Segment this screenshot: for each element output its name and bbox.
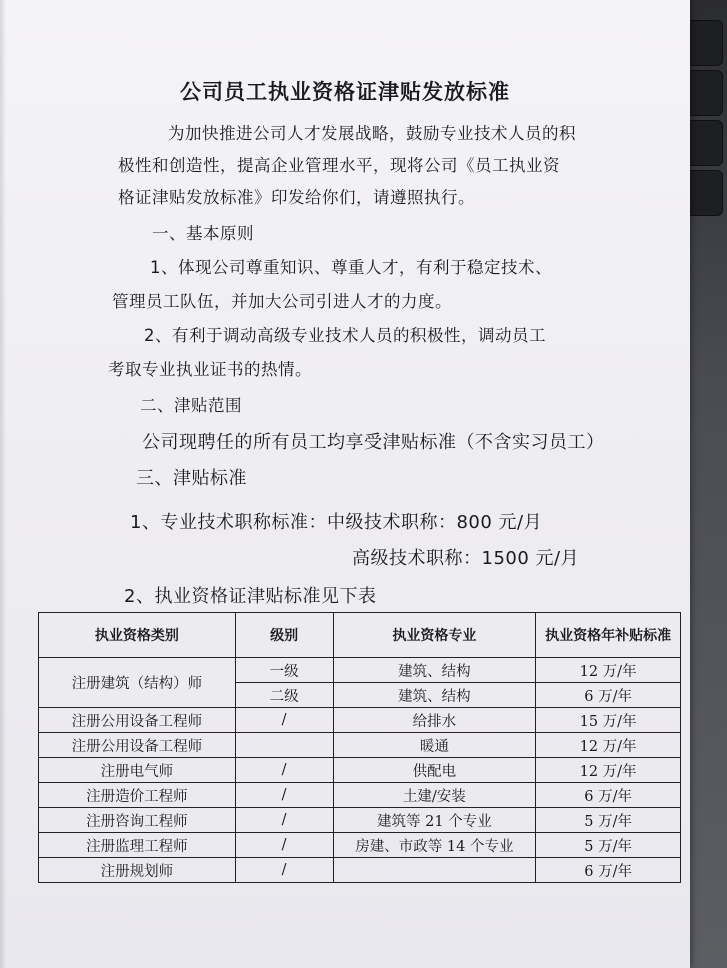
table-header-cell: 执业资格专业 bbox=[333, 613, 536, 658]
table-cell: 注册造价工程师 bbox=[39, 783, 236, 808]
table-cell: / bbox=[235, 708, 333, 733]
section-heading: 一、基本原则 bbox=[152, 224, 254, 243]
table-cell: / bbox=[235, 808, 333, 833]
table-cell: / bbox=[235, 758, 333, 783]
table-row bbox=[39, 858, 681, 883]
table-cell: 15 万/年 bbox=[536, 708, 681, 733]
table-cell: 注册咨询工程师 bbox=[39, 808, 236, 833]
paragraph-line: 极性和创造性，提高企业管理水平，现将公司《员工执业资 bbox=[118, 156, 560, 175]
table-header-cell: 执业资格年补贴标准 bbox=[536, 613, 681, 658]
table-cell: 5 万/年 bbox=[536, 808, 681, 833]
table-cell: 土建/安装 bbox=[333, 783, 536, 808]
table-cell: 给排水 bbox=[333, 708, 536, 733]
table-cell: 二级 bbox=[235, 683, 333, 708]
table-cell: 注册监理工程师 bbox=[39, 833, 236, 858]
table-cell: 注册电气师 bbox=[39, 758, 236, 783]
table-cell: 注册公用设备工程师 bbox=[39, 708, 236, 733]
table-header-cell: 级别 bbox=[235, 613, 333, 658]
table-row bbox=[39, 833, 681, 858]
table-cell: 暖通 bbox=[333, 733, 536, 758]
table-cell: 房建、市政等 14 个专业 bbox=[333, 833, 536, 858]
table-cell: 12 万/年 bbox=[536, 658, 681, 683]
paragraph-line: 公司现聘任的所有员工均享受津贴标准（不含实习员工） bbox=[142, 432, 605, 453]
table-cell: / bbox=[235, 858, 333, 883]
paragraph-line: 2、执业资格证津贴标准见下表 bbox=[124, 586, 377, 607]
table-cell: 注册公用设备工程师 bbox=[39, 733, 236, 758]
document-title: 公司员工执业资格证津贴发放标准 bbox=[180, 80, 510, 104]
table-cell: 12 万/年 bbox=[536, 733, 681, 758]
paragraph-line: 管理员工队伍，并加大公司引进人才的力度。 bbox=[112, 292, 452, 311]
page-shadow bbox=[0, 0, 6, 968]
table-cell: 12 万/年 bbox=[536, 758, 681, 783]
section-heading: 二、津贴范围 bbox=[140, 396, 242, 415]
table-cell: 6 万/年 bbox=[536, 683, 681, 708]
table-cell: 5 万/年 bbox=[536, 833, 681, 858]
allowance-table bbox=[38, 612, 681, 883]
table-cell: 6 万/年 bbox=[536, 858, 681, 883]
table-cell: 供配电 bbox=[333, 758, 536, 783]
table-cell bbox=[235, 733, 333, 758]
table-cell: / bbox=[235, 783, 333, 808]
table-cell: 注册规划师 bbox=[39, 858, 236, 883]
table-row bbox=[39, 708, 681, 733]
table-row bbox=[39, 733, 681, 758]
table-cell: 建筑、结构 bbox=[333, 683, 536, 708]
table-cell: 建筑、结构 bbox=[333, 658, 536, 683]
table-cell: 注册建筑（结构）师 bbox=[39, 658, 236, 708]
table-row bbox=[39, 783, 681, 808]
table-row bbox=[39, 808, 681, 833]
section-heading: 三、津贴标准 bbox=[136, 468, 247, 489]
table-row bbox=[39, 658, 681, 683]
table-cell: 6 万/年 bbox=[536, 783, 681, 808]
paragraph-line: 2、有利于调动高级专业技术人员的积极性，调动员工 bbox=[144, 326, 546, 345]
table-row bbox=[39, 758, 681, 783]
paragraph-line: 为加快推进公司人才发展战略，鼓励专业技术人员的积 bbox=[168, 124, 576, 143]
table-cell: 一级 bbox=[235, 658, 333, 683]
table-cell bbox=[333, 858, 536, 883]
table-cell: 建筑等 21 个专业 bbox=[333, 808, 536, 833]
paragraph-line: 1、专业技术职称标准：中级技术职称：800 元/月 bbox=[130, 512, 543, 533]
paragraph-line: 高级技术职称：1500 元/月 bbox=[352, 548, 580, 569]
table-header-row bbox=[39, 613, 681, 658]
paragraph-line: 格证津贴发放标准》印发给你们，请遵照执行。 bbox=[118, 188, 475, 207]
table-cell: / bbox=[235, 833, 333, 858]
paragraph-line: 考取专业执业证书的热情。 bbox=[108, 360, 312, 379]
paragraph-line: 1、体现公司尊重知识、尊重人才，有利于稳定技术、 bbox=[150, 258, 552, 277]
table-header-cell: 执业资格类别 bbox=[39, 613, 236, 658]
